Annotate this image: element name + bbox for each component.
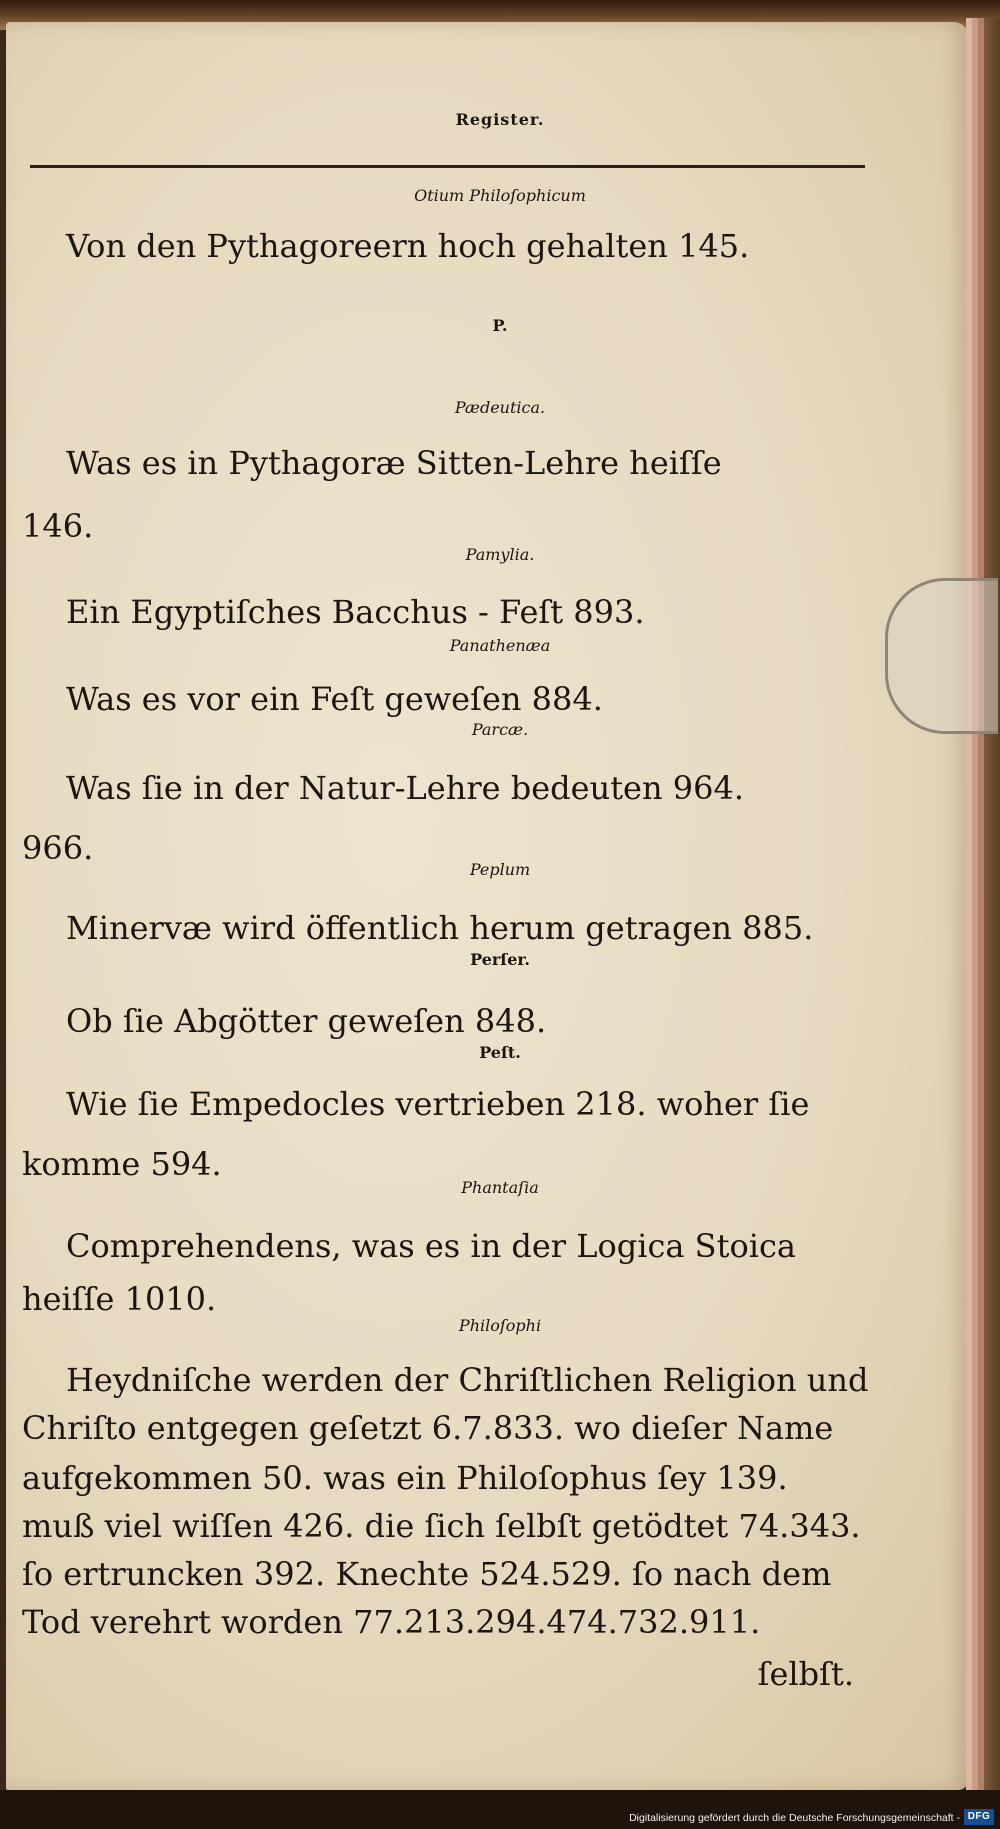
entry-heading: Pædeutica. [454, 398, 546, 417]
dfg-logo-icon: DFG [964, 1809, 994, 1825]
entry-text: Wie ſie Empedocles vertrieben 218. woher ſie [66, 1085, 810, 1123]
entry-heading: Panathenæa [449, 636, 551, 655]
entry-text: 146. [22, 507, 94, 545]
entry-text: Chriſto entgegen geſetzt 6.7.833. wo dieſer Name [22, 1409, 834, 1447]
entry-heading: Peplum [469, 860, 531, 879]
entry-heading: Perſer. [470, 950, 530, 969]
entry-text: Was es vor ein Feſt geweſen 884. [66, 680, 603, 718]
entry-heading: Pamylia. [465, 545, 535, 564]
entry-text: Tod verehrt worden 77.213.294.474.732.911. [22, 1603, 761, 1641]
entry-text: Ob ſie Abgötter geweſen 848. [66, 1002, 547, 1040]
entry-text: Was es in Pythagoræ Sitten-Lehre heiſſe [66, 444, 722, 482]
section-letter: P. [492, 316, 508, 335]
entry-text: komme 594. [22, 1145, 222, 1183]
entry-heading: Phantaſia [461, 1178, 539, 1197]
entry-heading: Peſt. [479, 1043, 521, 1062]
entry-heading: Parcæ. [471, 720, 529, 739]
entry-text: Ein Egyptiſches Bacchus - Feſt 893. [66, 593, 645, 631]
entry-text: 966. [22, 829, 94, 867]
entry-text: Was ſie in der Natur-Lehre bedeuten 964. [66, 769, 745, 807]
entry-text: ſo ertruncken 392. Knechte 524.529. ſo nach dem [22, 1555, 832, 1593]
catchword: ſelbſt. [757, 1655, 854, 1693]
digitization-credit: Digitalisierung gefördert durch die Deutsche Forschungsgemeinschaft - [629, 1812, 960, 1824]
entry-heading: Otium Philoſophicum [414, 186, 586, 205]
entry-text: Heydniſche werden der Chriſtlichen Religion und [66, 1361, 869, 1399]
entry-heading: Philoſophi [458, 1316, 542, 1335]
entry-text: muß viel wiſſen 426. die ſich ſelbſt getödtet 74.343. [22, 1507, 861, 1545]
entry-text: Minervæ wird öffentlich herum getragen 885. [66, 909, 814, 947]
entry-text: aufgekommen 50. was ein Philoſophus ſey 139. [22, 1459, 788, 1497]
entry-text: Comprehendens, was es in der Logica Stoica [66, 1227, 796, 1265]
header-rule [30, 165, 865, 168]
entry-text: heiſſe 1010. [22, 1280, 217, 1318]
page-header: Register. [455, 110, 545, 129]
entry-text: Von den Pythagoreern hoch gehalten 145. [66, 227, 750, 265]
